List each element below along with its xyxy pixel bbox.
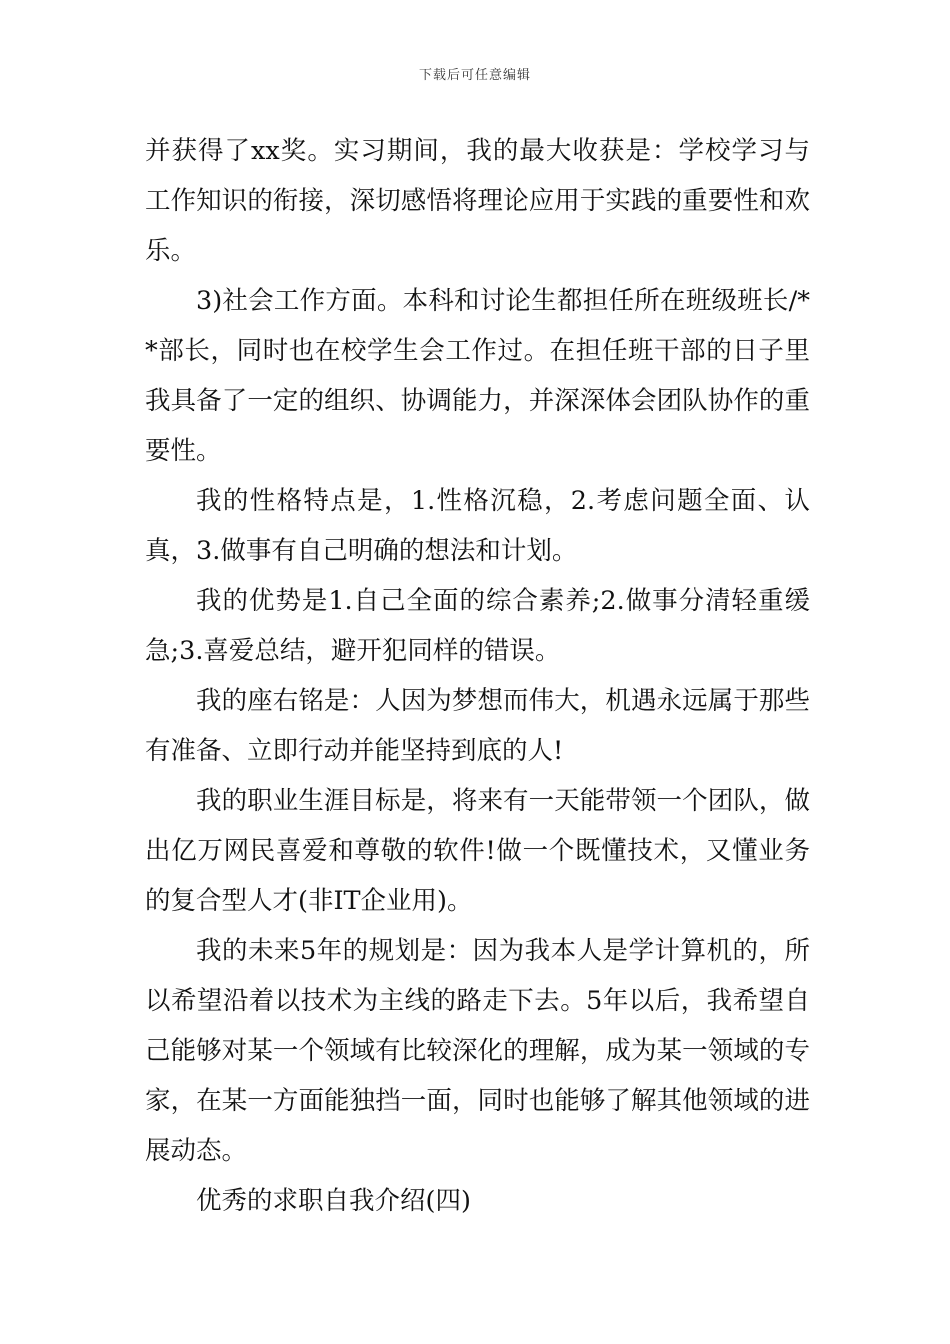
- paragraph-4: 我的优势是1.自己全面的综合素养;2.做事分清轻重缓急;3.喜爱总结，避开犯同样的错误。: [145, 586, 810, 666]
- section-heading: 优秀的求职自我介绍(四): [196, 1186, 471, 1216]
- paragraph-5: 我的座右铭是：人因为梦想而伟大，机遇永远属于那些有准备、立即行动并能坚持到底的人!: [145, 686, 810, 766]
- page-header: 下载后可任意编辑: [418, 68, 531, 83]
- paragraph-2: 3)社会工作方面。本科和讨论生都担任所在班级班长/**部长，同时也在校学生会工作过。在担任班干部的日子里我具备了一定的组织、协调能力，并深深体会团队协作的重要性。: [145, 286, 810, 466]
- paragraph-3: 我的性格特点是，1.性格沉稳，2.考虑问题全面、认真，3.做事有自己明确的想法和计划。: [145, 486, 810, 566]
- paragraph-7: 我的未来5年的规划是：因为我本人是学计算机的，所以希望沿着以技术为主线的路走下去。5年以后，我希望自己能够对某一个领域有比较深化的理解，成为某一领域的专家，在某一方面能独挡一面，同时也能够了解其他领域的进展动态。: [145, 936, 810, 1166]
- paragraph-1: 并获得了xx奖。实习期间，我的最大收获是：学校学习与工作知识的衔接，深切感悟将理论应用于实践的重要性和欢乐。: [145, 136, 810, 266]
- paragraph-6: 我的职业生涯目标是，将来有一天能带领一个团队，做出亿万网民喜爱和尊敬的软件!做一个既懂技术，又懂业务的复合型人才(非IT企业用)。: [145, 786, 810, 916]
- document-body: [145, 126, 810, 1226]
